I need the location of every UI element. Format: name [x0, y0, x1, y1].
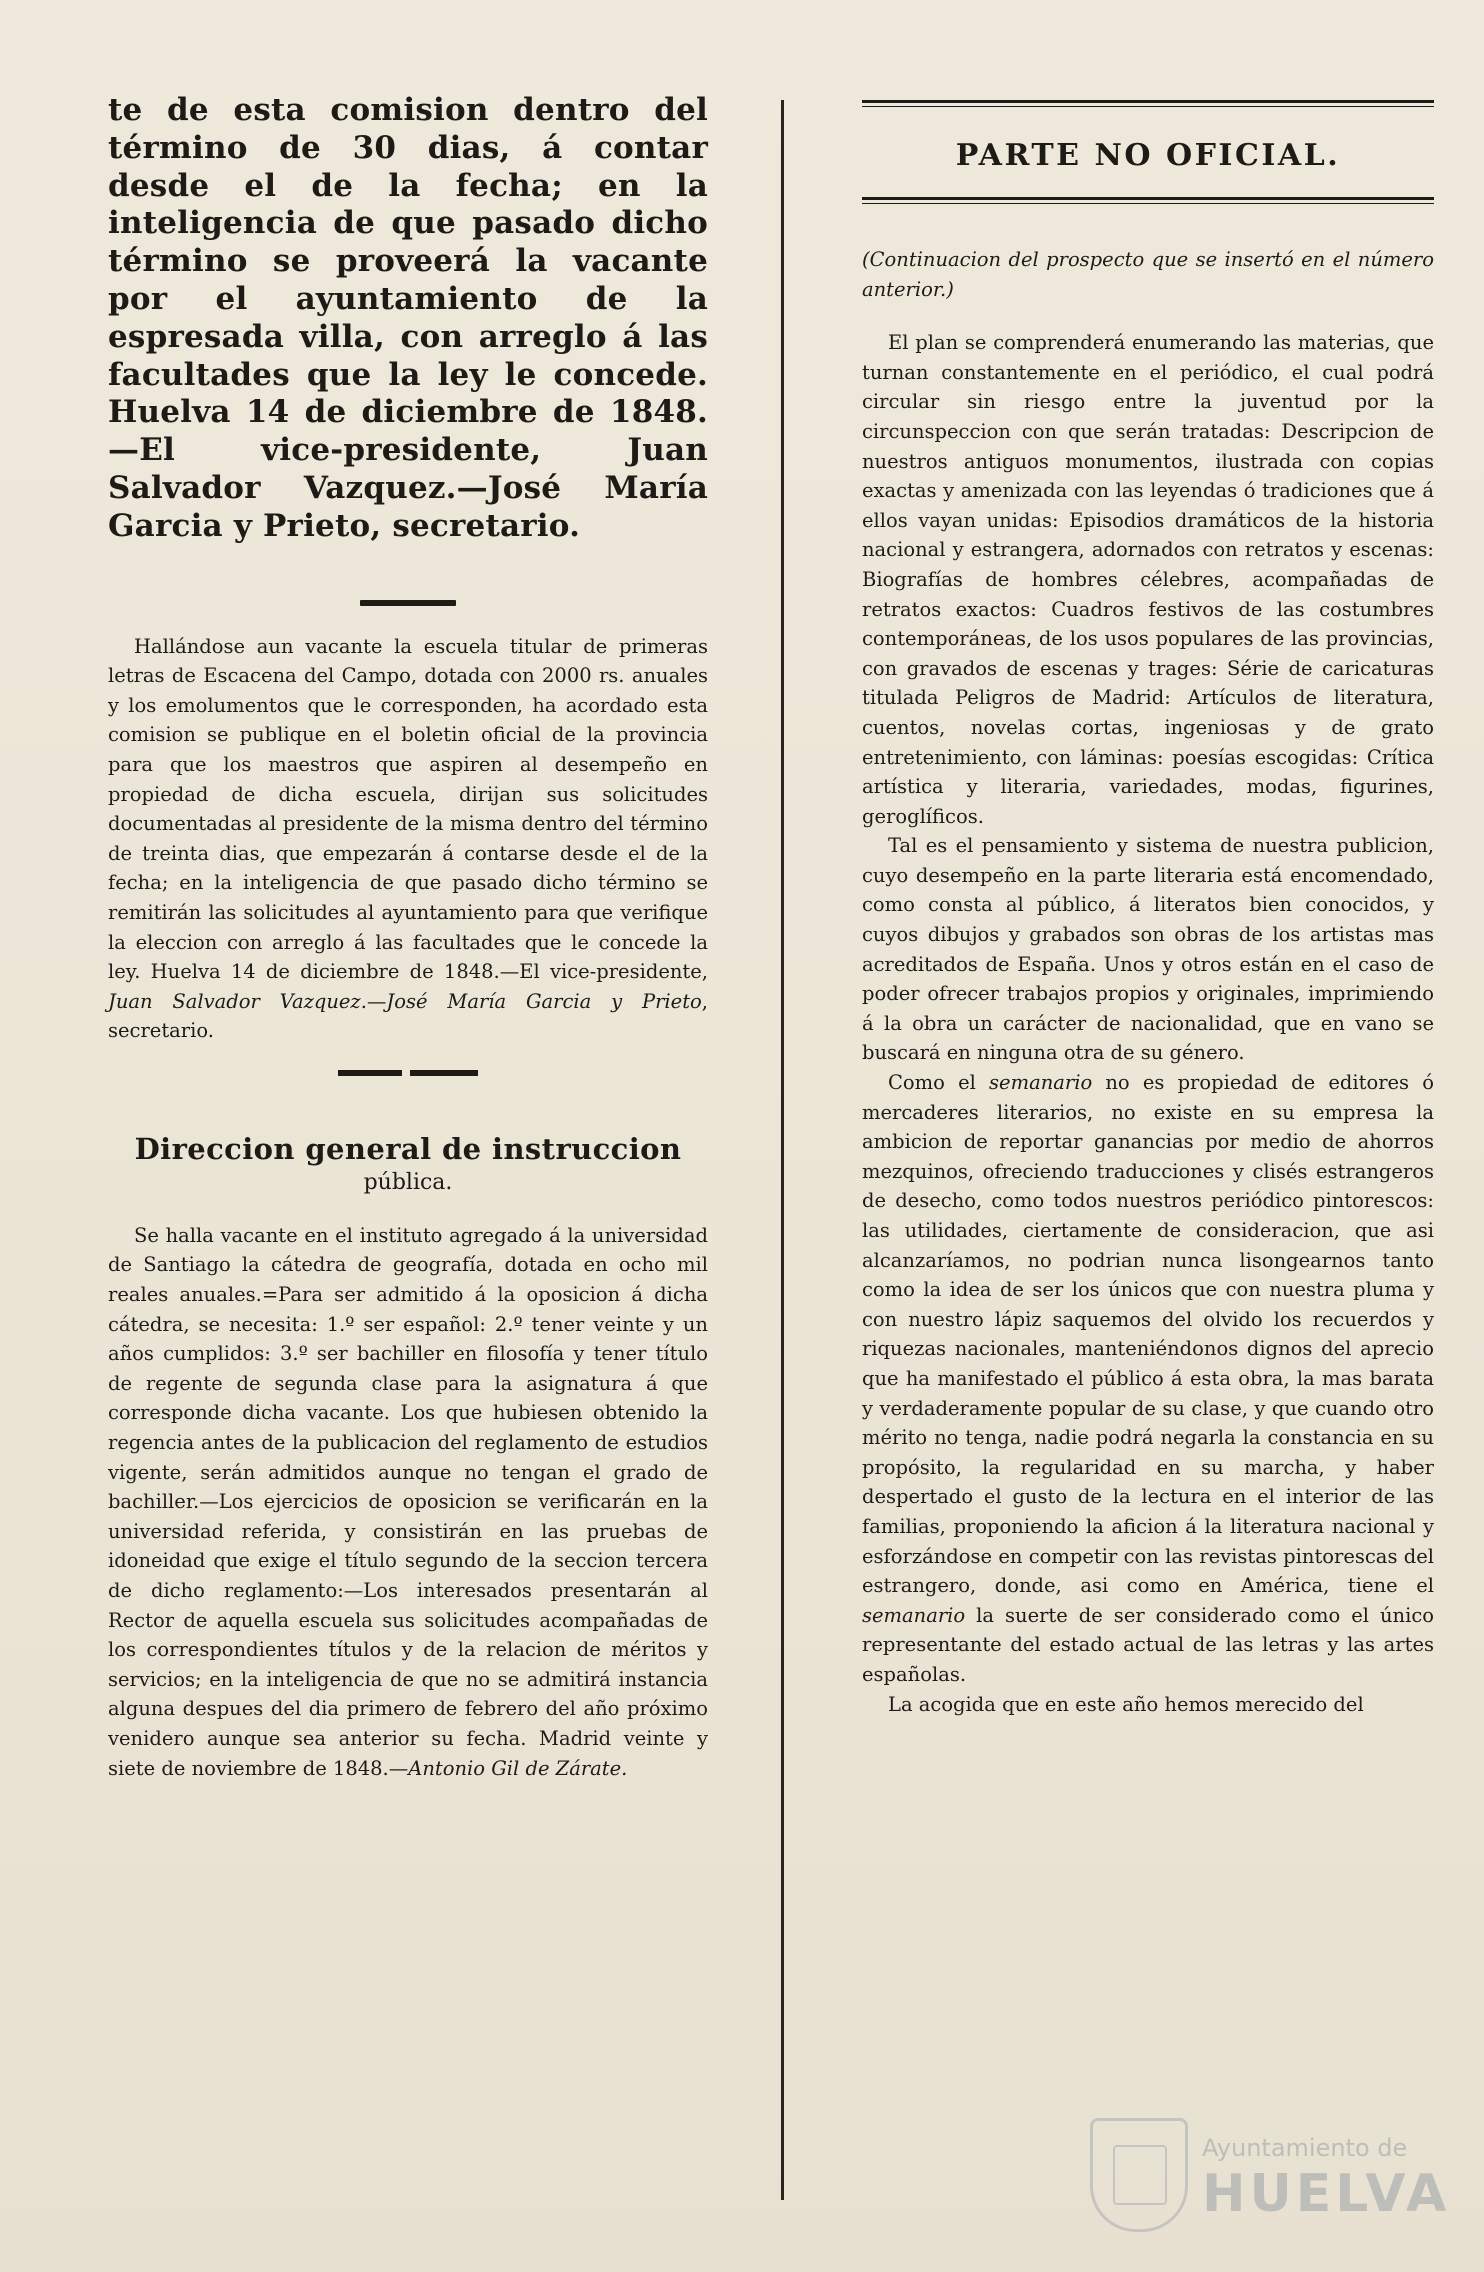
top-double-rule	[862, 100, 1434, 110]
prospecto-paragraph-2: Tal es el pensamiento y sistema de nuestra publicion, cuyo desempeño en la parte literaria está encomendado, como consta al público, á literatos bien conocidos, y cuyos dibujos y grabados son obras de los artistas mas acreditados de España. Unos y otros están en el caso de poder ofrecer trabajos propios y originales, imprimiendo á la obra un carácter de nacionalidad, que en vano se buscará en ninguna otra de su género.	[862, 834, 1434, 1065]
continuation-note: (Continuacion del prospecto que se insertó en el número anterior.)	[862, 248, 1434, 301]
escuela-notice-body: Hallándose aun vacante la escuela titular de primeras letras de Escacena del Campo, dotada con 2000 rs. anuales y los emolumentos que le corresponden, ha acordado esta comision se publique en el boletin oficial de la provincia para que los maestros que aspiren al desempeño en propiedad de dicha escuela, dirijan sus solicitudes documentadas al presidente de la misma dentro del término de treinta dias, que empezarán á contarse desde el de la fecha; en la inteligencia de que pasado dicho término se remitirán las solicitudes al ayuntamiento para que verifique la eleccion con arreglo á las facultades que le concede la ley. Huelva 14 de diciembre de 1848.—El vice-presidente,	[108, 634, 708, 984]
p3-text-b: no es propiedad de editores ó mercaderes literarios, no existe en su empresa la ambicion de reportar ganancias por medio de ahorros mezquinos, ofreciendo traducciones y clisés estrangeros de desecho, como todos nuestros periódico pintorescos: las utilidades, ciertamente de consideracion, que asi alcanzaríamos, no podrian nunca lisongearnos tanto como la idea de ser los únicos que con nuestra pluma y con nuestro lápiz saquemos del olvido los recuerdos y riquezas nacionales, manteniéndonos dignos del aprecio que ha manifestado el público á esta obra, la mas barata y verdaderamente popular de su clase, y que cuando otro mérito no tenga, nadie podrá negarla la constancia en su propósito, la regularidad en su marcha, y haber despertado el gusto de la lectura en el interior de las familias, proponiendo la aficion á la literatura nacional y esforzándose en competir con las revistas pintorescas del estrangero, donde, asi como en América, tiene el	[862, 1071, 1434, 1598]
double-rule	[338, 1070, 478, 1078]
ayuntamiento-watermark	[1090, 2118, 1451, 2228]
prospecto-paragraph-4: La acogida que en este año hemos merecido del	[888, 1692, 1364, 1716]
signature-separator: —	[366, 989, 387, 1013]
parte-no-oficial-heading: PARTE NO OFICIAL.	[955, 138, 1341, 173]
left-column	[108, 92, 708, 1783]
section-title: Direccion general de instruccion	[134, 1131, 682, 1166]
p3-text-a: Como el	[888, 1071, 990, 1095]
instituto-notice	[108, 1221, 708, 1783]
prospecto-paragraph-3	[862, 1068, 1434, 1689]
p3-text-c: la suerte de ser considerado como el único representante del estado actual de las letras y las artes españolas.	[862, 1603, 1434, 1686]
escuela-notice	[108, 632, 708, 1046]
section-subtitle: pública.	[363, 1169, 453, 1195]
p3-semanario-1: semanario	[989, 1071, 1093, 1095]
comision-notice-continuation: te de esta comision dentro del término de 30 dias, á contar desde el de la fecha; en la inteligencia de que pasado dicho término se proveerá la vacante por el ayuntamiento de la espresada villa, con arreglo á las facultades que la ley le concede. Huelva 14 de diciembre de 1848. —El vice-presidente, Juan Salvador Vazquez.—José María Garcia y Prieto, secretario.	[108, 92, 708, 544]
secretario-signature: José María Garcia y Prieto	[386, 989, 702, 1013]
director-signature: Antonio Gil de Zárate.	[408, 1756, 628, 1780]
p3-semanario-2: semanario	[862, 1603, 966, 1627]
vice-presidente-signature: Juan Salvador Vazquez.	[108, 989, 367, 1013]
signature-tail: , secretario.	[108, 989, 708, 1043]
right-column	[862, 100, 1434, 1719]
bottom-double-rule	[862, 197, 1434, 207]
instituto-notice-body: Se halla vacante en el instituto agregado á la universidad de Santiago la cátedra de geografía, dotada en ocho mil reales anuales.=Para ser admitido á la oposicion á dicha cátedra, se necesita: 1.º ser español: 2.º tener veinte y un años cumplidos: 3.º ser bachiller en filosofía y tener título de regente de segunda clase para la asignatura á que corresponde dicha vacante. Los que hubiesen obtenido la regencia antes de la publicacion del reglamento de estudios vigente, serán admitidos aunque no tengan el grado de bachiller.—Los ejercicios de oposicion se verificarán en la universidad referida, y consistirán en las pruebas de idoneidad que exige el título segundo de la seccion tercera de dicho reglamento:—Los interesados presentarán al Rector de aquella escuela sus solicitudes acompañadas de los correspondientes títulos y de la relacion de méritos y servicios; en la inteligencia de que no se admitirá instancia alguna despues del dia primero de febrero del año próximo venidero aunque sea anterior su fecha. Madrid veinte y siete de noviembre de 1848.—	[108, 1223, 708, 1780]
watermark-line-2: HUELVA	[1202, 2164, 1451, 2224]
column-divider	[781, 100, 784, 2200]
prospecto-paragraph-1: El plan se comprenderá enumerando las materias, que turnan constantemente en el periódico, el cual podrá circular sin riesgo entre la juventud por la circunspeccion con que serán tratadas: Descripcion de nuestros antiguos monumentos, ilustrada con copias exactas y amenizada con las leyendas ó tradiciones que á ellos vayan unidas: Episodios dramáticos de la historia nacional y estrangera, adornados con retratos y escenas: Biografías de hombres célebres, acompañadas de retratos exactos: Cuadros festivos de las costumbres contemporáneas, de los usos populares de las provincias, con gravados de escenas y trages: Série de caricaturas titulada Peligros de Madrid: Artículos de literatura, cuentos, novelas cortas, ingeniosas y de grato entretenimiento, con láminas: poesías escogidas: Crítica artística y literaria, variedades, modas, figurines, geroglíficos.	[862, 331, 1434, 828]
watermark-line-1: Ayuntamiento de	[1202, 2134, 1408, 2162]
shield-icon	[1090, 2118, 1188, 2232]
